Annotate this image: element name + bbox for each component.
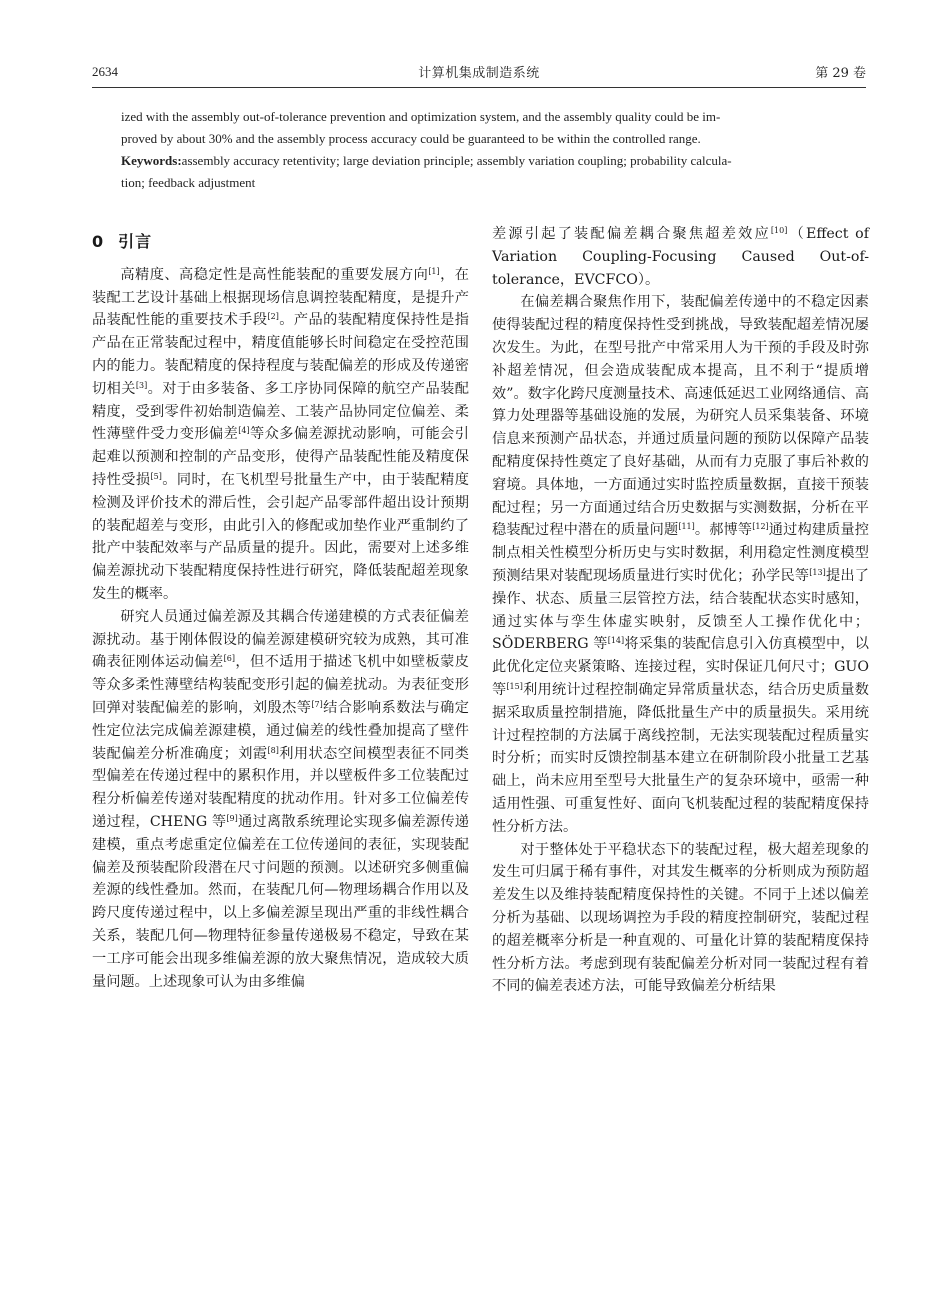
keywords: [121, 150, 861, 172]
citation: [11]: [678, 522, 695, 532]
abstract-line: proved by about 30% and the assembly process accuracy could be guaranteed to be within the controlled range.: [121, 131, 701, 146]
text-run: 。产品的装配精度保持性是指产品在正常装配过程中，精度值能够长时间稳定在受控范围内的能力。装配精度的保持程度与装配偏差的形成及传递密切相关: [92, 312, 469, 397]
section-heading: [92, 231, 469, 254]
text-run: 将采集的装配信息引入仿真模型中，以此优化定位夹紧策略、连接过程，实时保证几何尺寸；GUO 等: [492, 636, 869, 698]
text-run: 差源引起了装配偏差耦合聚焦超差效应: [492, 226, 771, 242]
text-run: 利用统计过程控制确定异常质量状态，结合历史质量数据采取质量控制措施，降低批量生产中的质量损失。采用统计过程控制的方法属于离线控制，无法实现装配过程质量实时分析；而实时反馈控制基本建立在研制阶段小批量工艺基础上，尚未应用至型号大批量生产的复杂环境中，亟需一种适用性强、可重复性好、面向飞机装配过程的装配精度保持性分析方法。: [492, 681, 869, 835]
section-number: 0: [92, 232, 105, 251]
volume-label: 第 29 卷: [815, 66, 866, 81]
text-run: 利用状态空间模型表征不同类型偏差在传递过程中的累积作用，并以壁板件多工位装配过程分析偏差传递对装配精度的扰动作用。针对多工位偏差传递过程，CHENG 等: [92, 745, 469, 830]
keywords-label: Keywords:: [121, 153, 182, 168]
citation: [5]: [150, 471, 162, 481]
left-column: [92, 223, 469, 993]
citation: [14]: [607, 636, 625, 646]
citation: [3]: [135, 380, 148, 390]
paragraph: [492, 223, 869, 291]
citation: [2]: [267, 312, 279, 322]
citation: [8]: [267, 745, 279, 755]
keywords-text: assembly accuracy retentivity; large deviation principle; assembly variation coupling; probability calcula-: [181, 153, 732, 168]
citation: [13]: [809, 567, 826, 577]
keywords-continued: tion; feedback adjustment: [121, 175, 256, 190]
citation: [1]: [428, 266, 440, 276]
text-run: ，在装配工艺设计基础上根据现场信息调控装配精度，是提升产品装配性能的重要技术手段: [92, 266, 469, 329]
text-run: 研究人员通过偏差源及其耦合传递建模的方式表征偏差源扰动。基于刚体假设的偏差源建模研究较为成熟，其可准确表征刚体运动偏差: [92, 608, 469, 671]
running-header: [92, 62, 866, 84]
right-column: [492, 223, 869, 998]
text-run: 高精度、高稳定性是高性能装配的重要发展方向: [120, 266, 429, 283]
text-run: （Effect of Variation Coupling-Focusing Caused Out-of-tolerance，EVCFCO）。: [492, 226, 869, 288]
text-run: 通过离散系统理论实现多偏差源传递建模，重点考虑重定位偏差在工位传递间的表征，实现装配偏差及预装配阶段潜在尺寸问题的预测。以述研究多侧重偏差源的线性叠加。然而，在装配几何—物理场耦合作用以及跨尺度传递过程中，以上多偏差源呈现出严重的非线性耦合关系，装配几何—物理特征参量传递极易不稳定，导致在某一工序可能会出现多维偏差源的放大聚焦情况，造成较大质量问题。上述现象可认为由多维偏: [92, 813, 469, 990]
text-run: 。郝博等: [694, 522, 753, 539]
paragraph: [92, 606, 469, 994]
text-run: 。同时，在飞机型号批量生产中，由于装配精度检测及评价技术的滞后性，会引起产品零部件超出设计预期的装配超差与变形，由此引入的修配或加垫作业严重制约了批产中装配效率与产品质量的提升。因此，需要对上述多维偏差源扰动下装配精度保持性进行研究，降低装配超差现象发生的概率。: [92, 471, 469, 602]
abstract-tail: [121, 106, 861, 194]
citation: [6]: [223, 654, 235, 664]
header-rule: [92, 87, 866, 88]
abstract-line: ized with the assembly out-of-tolerance prevention and optimization system, and the assembly quality could be im-: [121, 109, 721, 124]
paragraph: [92, 264, 469, 606]
text-run: 。对于由多装备、多工序协同保障的航空产品装配精度，受到零件初始制造偏差、工装产品协同定位偏差、柔性薄壁件受力变形偏差: [92, 380, 469, 443]
page-number: 2634: [92, 64, 118, 79]
citation: [4]: [238, 426, 250, 436]
citation: [7]: [311, 699, 323, 709]
citation: [12]: [752, 522, 769, 532]
journal-title: 计算机集成制造系统: [418, 66, 540, 81]
text-run: 通过构建质量控制点相关性模型分析历史与实时数据，利用稳定性测度模型预测结果对装配现场质量进行实时优化；孙学民等: [492, 522, 869, 584]
citation: [15]: [506, 681, 523, 691]
text-run: 在偏差耦合聚焦作用下，装配偏差传递中的不稳定因素使得装配过程的精度保持性受到挑战，导致装配超差情况屡次发生。为此，在型号批产中常采用人为干预的手段及时弥补超差情况，但会造成装配成本提高，且不利于“提质增效”。数字化跨尺度测量技术、高速低延迟工业网络通信、高算力处理器等基础设施的发展，为研究人员采集装备、环境信息来预测产品状态，并通过质量问题的预防以保障产品装配精度保持性奠定了良好基础，从而有力克服了事后补救的窘境。具体地，一方面通过实时监控质量数据，直接干预装配过程；另一方面通过结合历史数据与实测数据，分析在平稳装配过程中潜在的质量问题: [492, 294, 869, 539]
text-run: 提出了操作、状态、质量三层管控方法，结合装配状态实时感知，通过实体与孪生体虚实映射，反馈至人工操作优化中；SÖDERBERG 等: [492, 567, 869, 653]
section-title: 引言: [118, 232, 153, 251]
text-run: ，但不适用于描述飞机中如壁板蒙皮等众多柔性薄壁结构装配变形引起的偏差扰动。为表征变形回弹对装配偏差的影响，刘殷杰等: [92, 654, 469, 716]
paragraph: [492, 839, 869, 999]
citation: [9]: [226, 813, 238, 823]
text-run: 等众多偏差源扰动影响，可能会引起难以预测和控制的产品变形，使得产品装配性能及精度保持性受损: [92, 426, 469, 488]
text-run: 对于整体处于平稳状态下的装配过程，极大超差现象的发生可归属于稀有事件，对其发生概率的分析则成为预防超差发生以及维持装配精度保持性的关键。不同于上述以偏差分析为基础、以现场调控为手段的精度控制研究，装配过程的超差概率分析是一种直观的、可量化计算的装配精度保持性分析方法。考虑到现有装配偏差分析对同一装配过程有着不同的偏差表述方法，可能导致偏差分析结果: [492, 841, 869, 995]
text-run: 结合影响系数法与确定性定位法完成偏差源建模，通过偏差的线性叠加提高了壁件装配偏差分析准确度；刘霞: [92, 699, 469, 762]
paragraph: [492, 291, 869, 838]
citation: [10]: [770, 226, 788, 235]
